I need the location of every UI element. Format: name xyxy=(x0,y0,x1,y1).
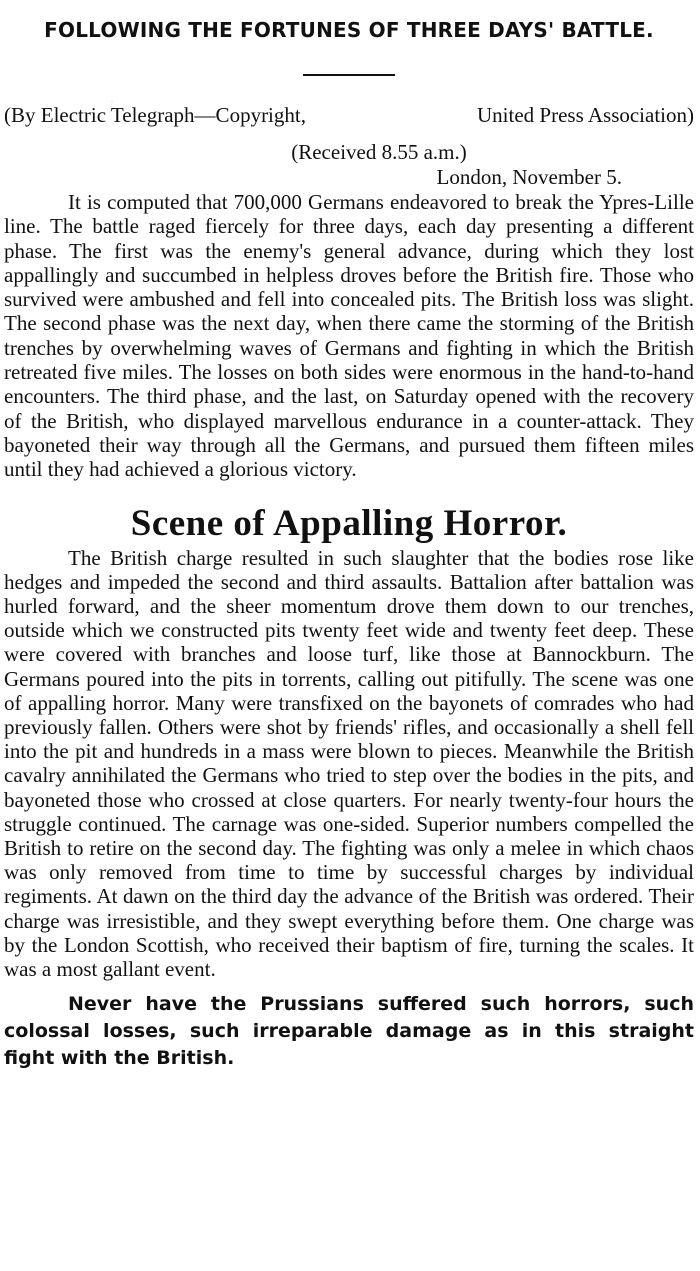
wire-credit xyxy=(4,100,694,130)
dateline: London, November 5. xyxy=(436,165,622,189)
received-time: (Received 8.55 a.m.) xyxy=(291,140,467,164)
article-paragraph-2: The British charge resulted in such slaughter that the bodies rose like hedges and impeded the second and third assaults. Battalion after battalion was hurled forward, and the sheer momentum drove them down to our trenches, outside which we constructed pits twenty feet wide and twenty feet deep. These were covered with branches and loose turf, like those at Bannockburn. The Germans poured into the pits in torrents, calling out pitifully. The scene was one of appalling horror. Many were transfixed on the bayonets of comrades who had previously fallen. Others were shot by friends' rifles, and occasionally a shell fell into the pit and hundreds in a mass were blown to pieces. Meanwhile the British cavalry annihilated the Germans who tried to step over the bodies in the pits, and bayoneted those who crossed at close quarters. For nearly twenty-four hours the struggle continued. The carnage was one-sided. Superior numbers compelled the British to retire on the second day. The fighting was only a melee in which chaos was only removed from time to time by successful charges by individual regiments. At dawn on the third day the advance of the British was ordered. Their charge was irresistible, and they swept everything before them. One charge was by the London Scottish, who received their baptism of fire, turning the scales. It was a most gallant event. xyxy=(4,545,694,982)
section-subheading: Scene of Appalling Horror. xyxy=(130,502,568,544)
wire-credit-source: (By Electric Telegraph—Copyright, xyxy=(4,103,306,127)
headline-divider xyxy=(303,74,395,76)
article-paragraph-1: It is computed that 700,000 Germans endeavored to break the Ypres-Lille line. The battle raged fiercely for three days, each day presenting a different phase. The first was the enemy's general advance, during which they lost appallingly and succumbed in helpless droves before the British fire. Those who survived were ambushed and fell into concealed pits. The British loss was slight. The second phase was the next day, when there came the storming of the British trenches by overwhelming waves of Germans and fighting in which the British retreated five miles. The losses on both sides were enormous in the hand-to-hand encounters. The third phase, and the last, on Saturday opened with the recovery of the British, who displayed marvellous endurance in a counter-attack. They bayoneted their way through all the Germans, and pursued them fifteen miles until they had achieved a glorious victory. xyxy=(4,190,694,482)
wire-credit-agency: United Press Association) xyxy=(477,103,694,127)
closing-statement: Never have the Prussians suffered such horrors, such colossal losses, such irreparable damage as in this straight fight with the British. xyxy=(4,993,694,1070)
article-headline: FOLLOWING THE FORTUNES OF THREE DAYS' BATTLE. xyxy=(44,18,654,42)
